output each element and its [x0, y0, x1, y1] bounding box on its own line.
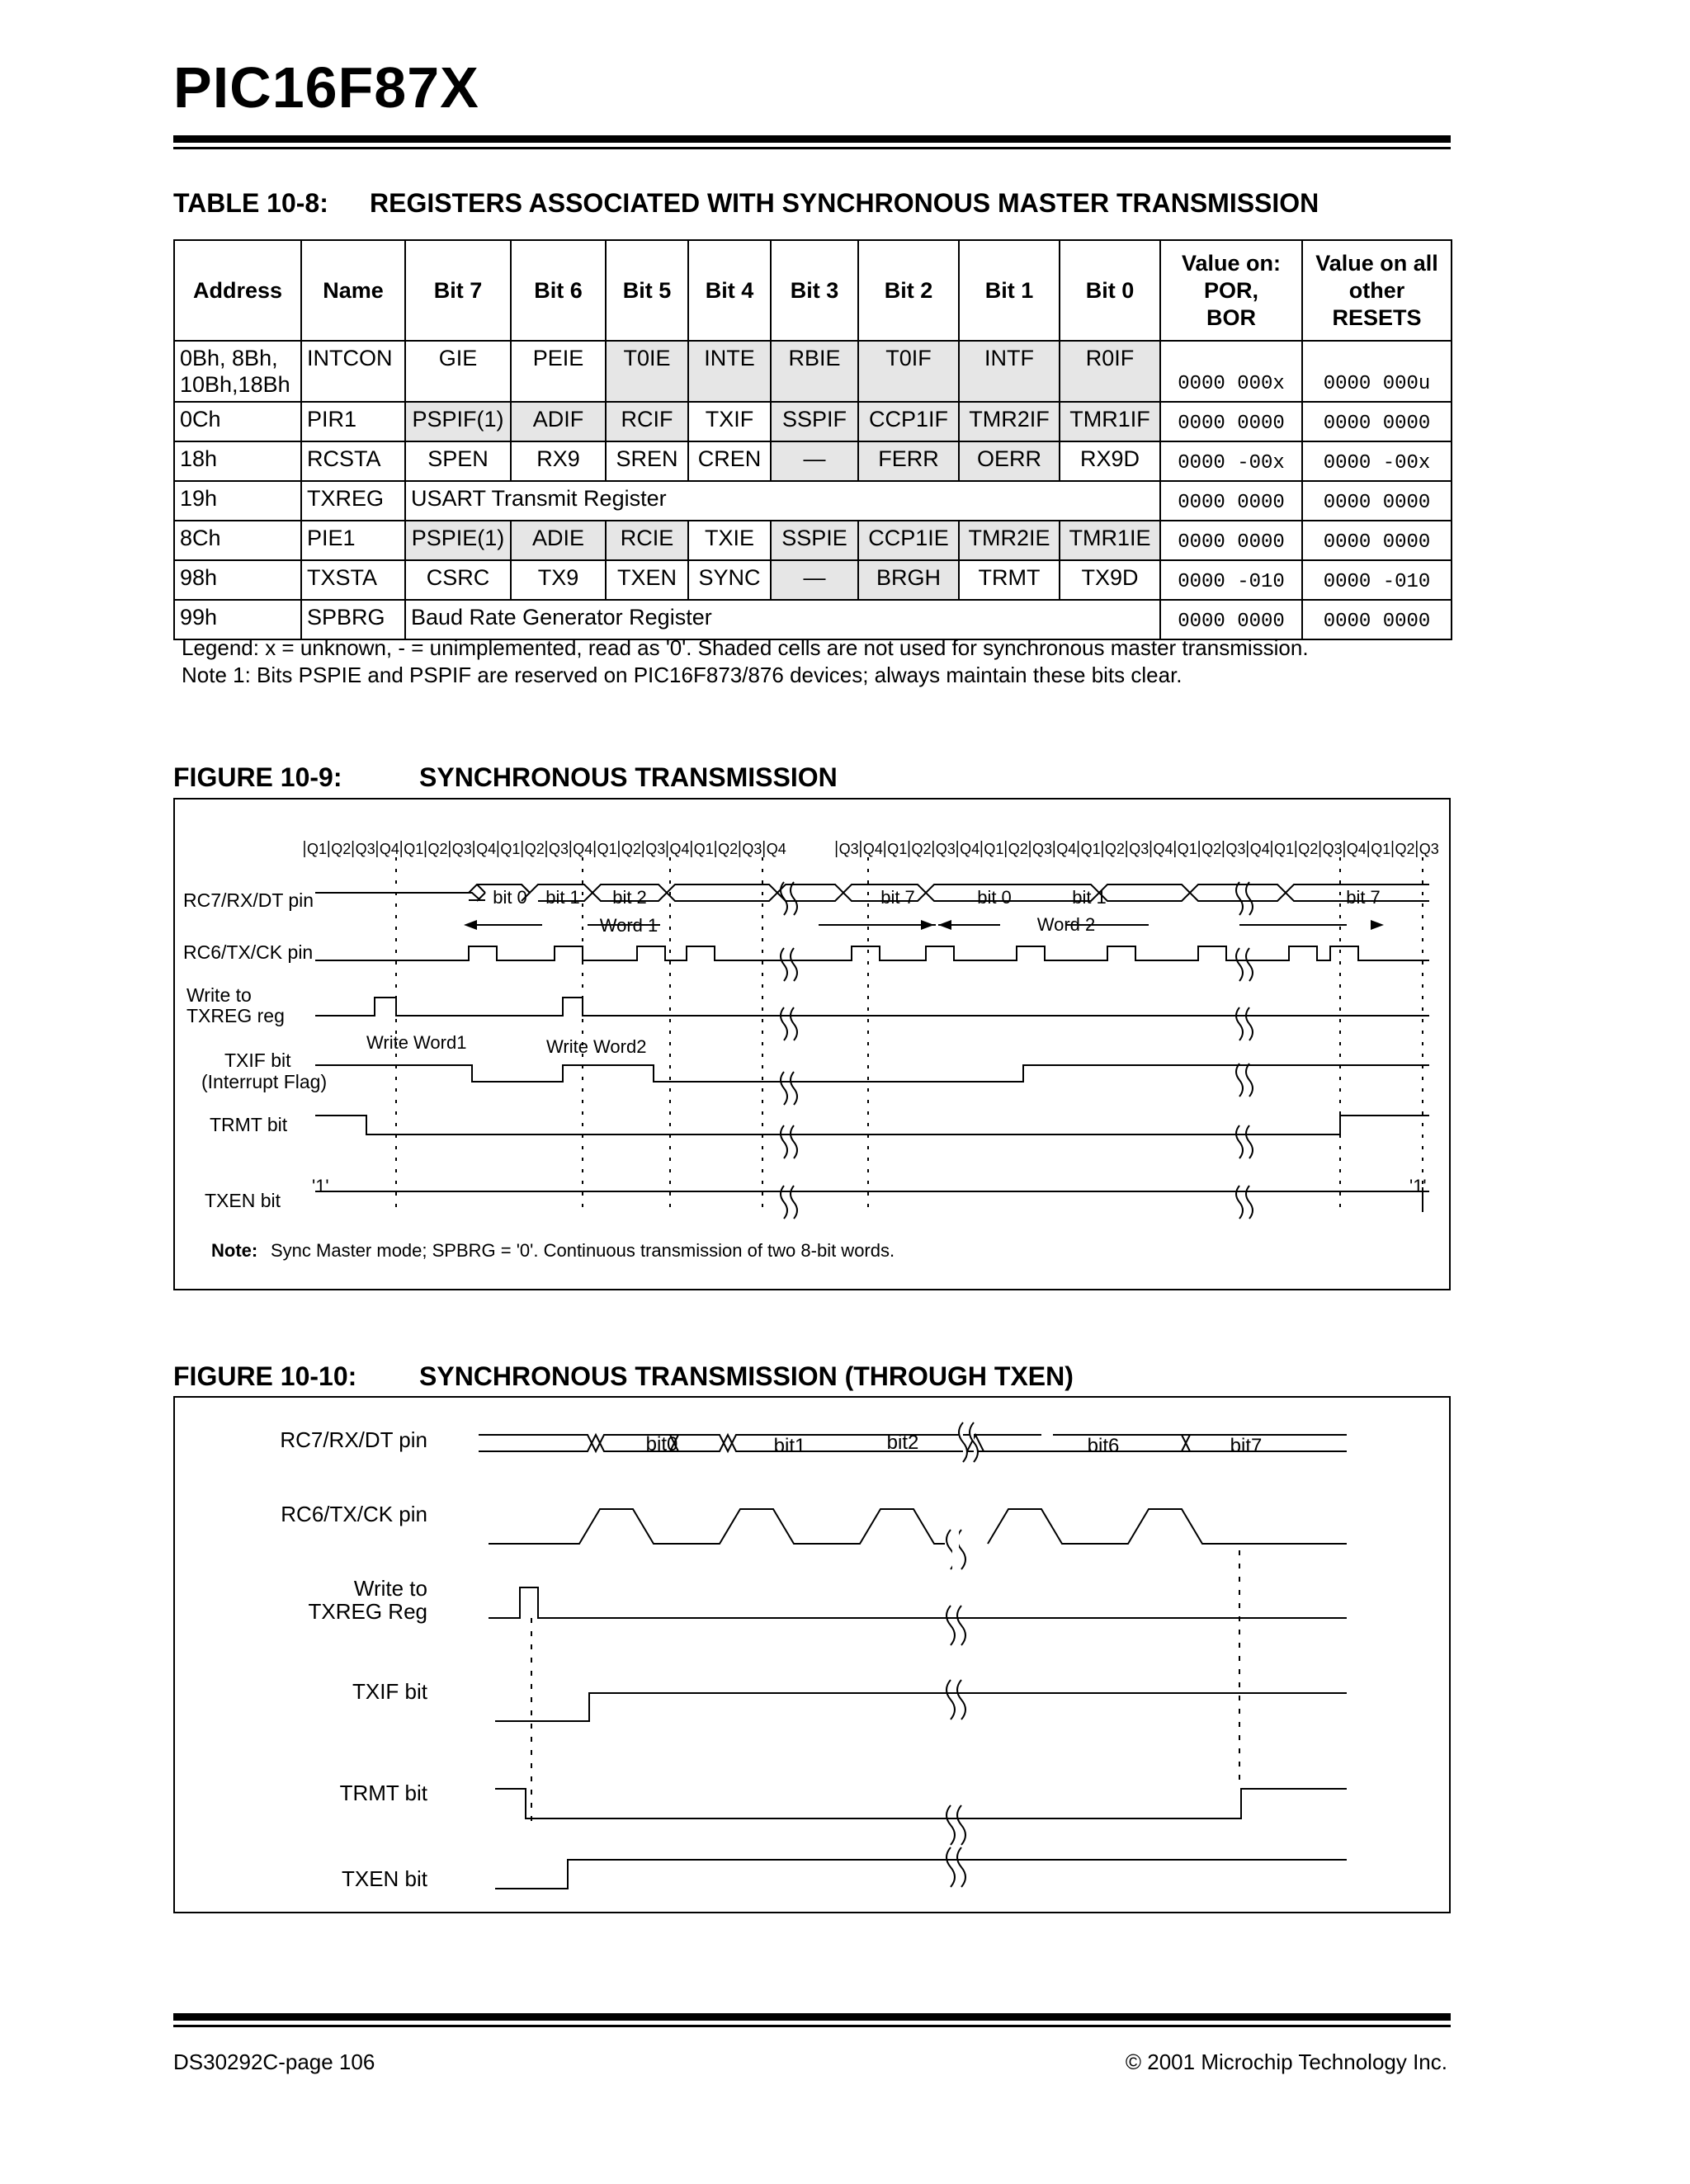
f9-label-rc6: RC6/TX/CK pin [183, 941, 314, 963]
f9-q-label: Q4 [1249, 841, 1270, 857]
f9-q-label: Q4 [1056, 841, 1077, 857]
table-legend: Legend: x = unknown, - = unimplemented, read as '0'. Shaded cells are not used for synchronous master transmission. [182, 635, 1309, 660]
f10-label-txreg: TXREG Reg [308, 1599, 427, 1624]
f9-label-intflag: (Interrupt Flag) [201, 1071, 328, 1092]
cell-bit: TX9 [511, 560, 606, 600]
f9-q-label: Q4 [862, 841, 883, 857]
figure10-caption-text: SYNCHRONOUS TRANSMISSION (THROUGH TXEN) [419, 1361, 1074, 1391]
f9-q-label: Q1 [1177, 841, 1197, 857]
cell-bit: TX9D [1060, 560, 1160, 600]
f9-break-symbol [781, 1007, 797, 1040]
cell-address: 98h [174, 560, 301, 600]
cell-address: 18h [174, 441, 301, 481]
f9-q-label: Q3 [645, 841, 666, 857]
f9-q-label: Q2 [911, 841, 932, 857]
f9-label-write: Write to [186, 984, 252, 1006]
table-header-8: Bit 1 [959, 240, 1060, 341]
f9-break-symbol [1236, 948, 1253, 981]
f9-q-label: Q3 [549, 841, 569, 857]
f9-q-label: Q3 [451, 841, 472, 857]
f9-q-label: Q3 [1419, 841, 1439, 857]
table-row [174, 402, 1452, 441]
table-header-10: Value on: POR, BOR [1160, 240, 1302, 341]
cell-other: 0000 0000 [1302, 600, 1452, 639]
cell-bit: CREN [688, 441, 771, 481]
f9-q-label: Q1 [404, 841, 424, 857]
cell-name: PIE1 [301, 521, 405, 560]
cell-bit: SYNC [688, 560, 771, 600]
f9-word1-label: Word 1 [599, 915, 659, 936]
f9-label-txif: TXIF bit [224, 1050, 291, 1071]
table-header-4: Bit 5 [606, 240, 688, 341]
cell-bit: TXIF [688, 402, 771, 441]
table-caption-label: TABLE 10-8: [173, 188, 328, 218]
cell-bit: — [771, 441, 858, 481]
figure10-timing-diagram [175, 1398, 1449, 1912]
cell-name: PIR1 [301, 402, 405, 441]
cell-address: 8Ch [174, 521, 301, 560]
cell-bit: T0IF [858, 341, 959, 402]
table-header-0: Address [174, 240, 301, 341]
f9-q-label: Q1 [1080, 841, 1101, 857]
cell-bit: TMR2IF [959, 402, 1060, 441]
f9-q-label: Q2 [1298, 841, 1319, 857]
f9-data-bit7a: bit 7 [880, 887, 915, 908]
f10-break-symbols [946, 1422, 978, 1887]
f9-note-label: Note: [211, 1240, 258, 1261]
table-header-7: Bit 2 [858, 240, 959, 341]
register-table [173, 239, 1452, 640]
f9-label-rc7: RC7/RX/DT pin [183, 889, 314, 911]
table-header-6: Bit 3 [771, 240, 858, 341]
cell-bit: TMR1IF [1060, 402, 1160, 441]
figure9-caption-text: SYNCHRONOUS TRANSMISSION [419, 762, 838, 792]
cell-bit: TMR1IE [1060, 521, 1160, 560]
f9-q-label: Q1 [693, 841, 714, 857]
f10-data-bit2: bit2 [886, 1432, 919, 1454]
cell-bit: RX9 [511, 441, 606, 481]
f9-q-label: Q4 [573, 841, 593, 857]
table-header-2: Bit 7 [405, 240, 511, 341]
f9-q-label: Q3 [935, 841, 956, 857]
table-header-3: Bit 6 [511, 240, 606, 341]
f9-q-label: Q4 [379, 841, 399, 857]
f9-label-trmt: TRMT bit [210, 1114, 288, 1135]
footer-rule-thin [173, 2025, 1451, 2027]
cell-bit: TXIE [688, 521, 771, 560]
cell-bit: TMR2IE [959, 521, 1060, 560]
f10-label-write: Write to [353, 1576, 427, 1601]
cell-por: 0000 -00x [1160, 441, 1302, 481]
figure9-caption-label: FIGURE 10-9: [173, 762, 342, 792]
cell-bit: RBIE [771, 341, 858, 402]
f9-break-symbol [1236, 1125, 1253, 1158]
page-title: PIC16F87X [173, 55, 479, 120]
cell-bit: INTE [688, 341, 771, 402]
cell-por: 0000 000x [1160, 341, 1302, 402]
cell-name: INTCON [301, 341, 405, 402]
table-row [174, 600, 1452, 639]
f9-note-text: Sync Master mode; SPBRG = '0'. Continuous transmission of two 8-bit words. [271, 1240, 895, 1261]
table-row [174, 341, 1452, 402]
f9-q-label: Q2 [1395, 841, 1415, 857]
f9-q-label: Q1 [597, 841, 617, 857]
cell-register-span: USART Transmit Register [405, 481, 1160, 521]
figure9-timing-diagram [175, 800, 1449, 1289]
f9-q-label: Q4 [1346, 841, 1367, 857]
cell-address: 0Bh, 8Bh, 10Bh,18Bh [174, 341, 301, 402]
header-rule-thin [173, 147, 1451, 149]
f9-write-word2: Write Word2 [546, 1036, 647, 1057]
table-caption-text: REGISTERS ASSOCIATED WITH SYNCHRONOUS MASTER TRANSMISSION [370, 188, 1319, 218]
f9-q-label: Q3 [1225, 841, 1246, 857]
cell-bit: BRGH [858, 560, 959, 600]
figure10-caption-label: FIGURE 10-10: [173, 1361, 357, 1391]
f10-data-bit1: bit1 [773, 1435, 806, 1457]
f9-q-label: Q1 [887, 841, 908, 857]
cell-bit: RCIE [606, 521, 688, 560]
f9-q-label: Q2 [427, 841, 448, 857]
f9-q-label: Q3 [1322, 841, 1343, 857]
f9-break-symbol [1236, 1064, 1253, 1097]
cell-name: TXREG [301, 481, 405, 521]
f10-data-bit0: bit0 [645, 1433, 678, 1455]
cell-bit: CSRC [405, 560, 511, 600]
header-rule [173, 135, 1451, 143]
cell-bit: TRMT [959, 560, 1060, 600]
cell-bit: T0IE [606, 341, 688, 402]
cell-bit: ADIF [511, 402, 606, 441]
f9-break-symbol [781, 1125, 797, 1158]
cell-bit: SSPIF [771, 402, 858, 441]
table-note: Note 1: Bits PSPIE and PSPIF are reserved on PIC16F873/876 devices; always maintain these bits clear. [182, 663, 1183, 687]
cell-name: TXSTA [301, 560, 405, 600]
cell-bit: INTF [959, 341, 1060, 402]
f9-q-label: Q3 [742, 841, 762, 857]
cell-bit: CCP1IE [858, 521, 959, 560]
f9-data-bit0b: bit 0 [977, 887, 1012, 908]
f9-break-symbol [781, 948, 797, 981]
f9-q-label: Q2 [621, 841, 641, 857]
cell-bit: R0IF [1060, 341, 1160, 402]
cell-por: 0000 0000 [1160, 600, 1302, 639]
f9-word2-label: Word 2 [1036, 914, 1096, 935]
f9-break-symbol [1236, 882, 1253, 915]
cell-bit: FERR [858, 441, 959, 481]
f10-label-trmt: TRMT bit [339, 1781, 427, 1805]
cell-bit: — [771, 560, 858, 600]
f9-q-label: Q4 [669, 841, 690, 857]
f9-q-label: Q2 [718, 841, 739, 857]
f10-label-rc6: RC6/TX/CK pin [281, 1502, 427, 1526]
f10-data-bit6: bit6 [1087, 1435, 1120, 1457]
cell-bit: OERR [959, 441, 1060, 481]
cell-address: 99h [174, 600, 301, 639]
table-row [174, 560, 1452, 600]
f9-q-label: Q1 [307, 841, 328, 857]
f10-label-txif: TXIF bit [352, 1679, 427, 1704]
f9-data-bit2: bit 2 [612, 887, 647, 908]
f9-data-bit7b: bit 7 [1346, 887, 1381, 908]
cell-por: 0000 0000 [1160, 481, 1302, 521]
cell-bit: CCP1IF [858, 402, 959, 441]
f9-one-right: '1' [1409, 1176, 1427, 1196]
cell-bit: PSPIF(1) [405, 402, 511, 441]
cell-address: 19h [174, 481, 301, 521]
f9-q-label: Q2 [1201, 841, 1222, 857]
table-row [174, 521, 1452, 560]
footer-left: DS30292C-page 106 [173, 2050, 375, 2074]
cell-name: RCSTA [301, 441, 405, 481]
table-header-1: Name [301, 240, 405, 341]
f9-q-label: Q2 [524, 841, 545, 857]
f9-q-label: Q3 [838, 841, 859, 857]
f9-data-bit1b: bit 1 [1072, 887, 1107, 908]
f9-q-label: Q1 [984, 841, 1004, 857]
footer-rule [173, 2013, 1451, 2021]
cell-address: 0Ch [174, 402, 301, 441]
f9-q-label: Q4 [960, 841, 980, 857]
f9-q-label: Q1 [500, 841, 521, 857]
f9-q-label: Q4 [766, 841, 786, 857]
cell-bit: TXEN [606, 560, 688, 600]
cell-bit: RCIF [606, 402, 688, 441]
f9-q-label: Q3 [1129, 841, 1149, 857]
f9-q-label: Q3 [355, 841, 375, 857]
f9-q-label: Q2 [331, 841, 352, 857]
f9-q-label: Q4 [476, 841, 497, 857]
cell-other: 0000 0000 [1302, 481, 1452, 521]
cell-other: 0000 0000 [1302, 521, 1452, 560]
figure9-box [173, 798, 1451, 1290]
f9-write-word1: Write Word1 [366, 1032, 467, 1053]
f9-break-symbol [781, 1072, 797, 1105]
cell-bit: GIE [405, 341, 511, 402]
cell-bit: SPEN [405, 441, 511, 481]
f10-label-rc7: RC7/RX/DT pin [280, 1427, 427, 1452]
f9-label-txen: TXEN bit [205, 1190, 281, 1211]
cell-bit: ADIE [511, 521, 606, 560]
f9-q-label: Q4 [1153, 841, 1173, 857]
cell-other: 0000 000u [1302, 341, 1452, 402]
f9-q-label: Q1 [1274, 841, 1295, 857]
cell-bit: RX9D [1060, 441, 1160, 481]
cell-por: 0000 0000 [1160, 402, 1302, 441]
cell-por: 0000 -010 [1160, 560, 1302, 600]
cell-other: 0000 0000 [1302, 402, 1452, 441]
cell-por: 0000 0000 [1160, 521, 1302, 560]
cell-register-span: Baud Rate Generator Register [405, 600, 1160, 639]
table-row [174, 481, 1452, 521]
figure10-box [173, 1396, 1451, 1913]
f9-label-txreg: TXREG reg [186, 1005, 285, 1026]
table-row [174, 441, 1452, 481]
footer-right: © 2001 Microchip Technology Inc. [1125, 2050, 1447, 2074]
cell-other: 0000 -010 [1302, 560, 1452, 600]
f9-one-left: '1' [312, 1176, 329, 1196]
table-header-5: Bit 4 [688, 240, 771, 341]
f9-q-label: Q1 [1371, 841, 1391, 857]
cell-bit: SSPIE [771, 521, 858, 560]
f9-break-symbol [1236, 1007, 1253, 1040]
f9-data-bit1: bit 1 [545, 887, 580, 908]
f9-q-label: Q2 [1008, 841, 1028, 857]
cell-bit: SREN [606, 441, 688, 481]
cell-bit: PEIE [511, 341, 606, 402]
table-header-11: Value on all other RESETS [1302, 240, 1452, 341]
table-header-9: Bit 0 [1060, 240, 1160, 341]
cell-bit: PSPIE(1) [405, 521, 511, 560]
f9-q-label: Q3 [1032, 841, 1053, 857]
cell-other: 0000 -00x [1302, 441, 1452, 481]
cell-name: SPBRG [301, 600, 405, 639]
f10-label-txen: TXEN bit [341, 1866, 427, 1891]
f9-data-bit0: bit 0 [493, 887, 527, 908]
f9-q-label: Q2 [1104, 841, 1125, 857]
f10-data-bit7: bit7 [1230, 1435, 1263, 1457]
